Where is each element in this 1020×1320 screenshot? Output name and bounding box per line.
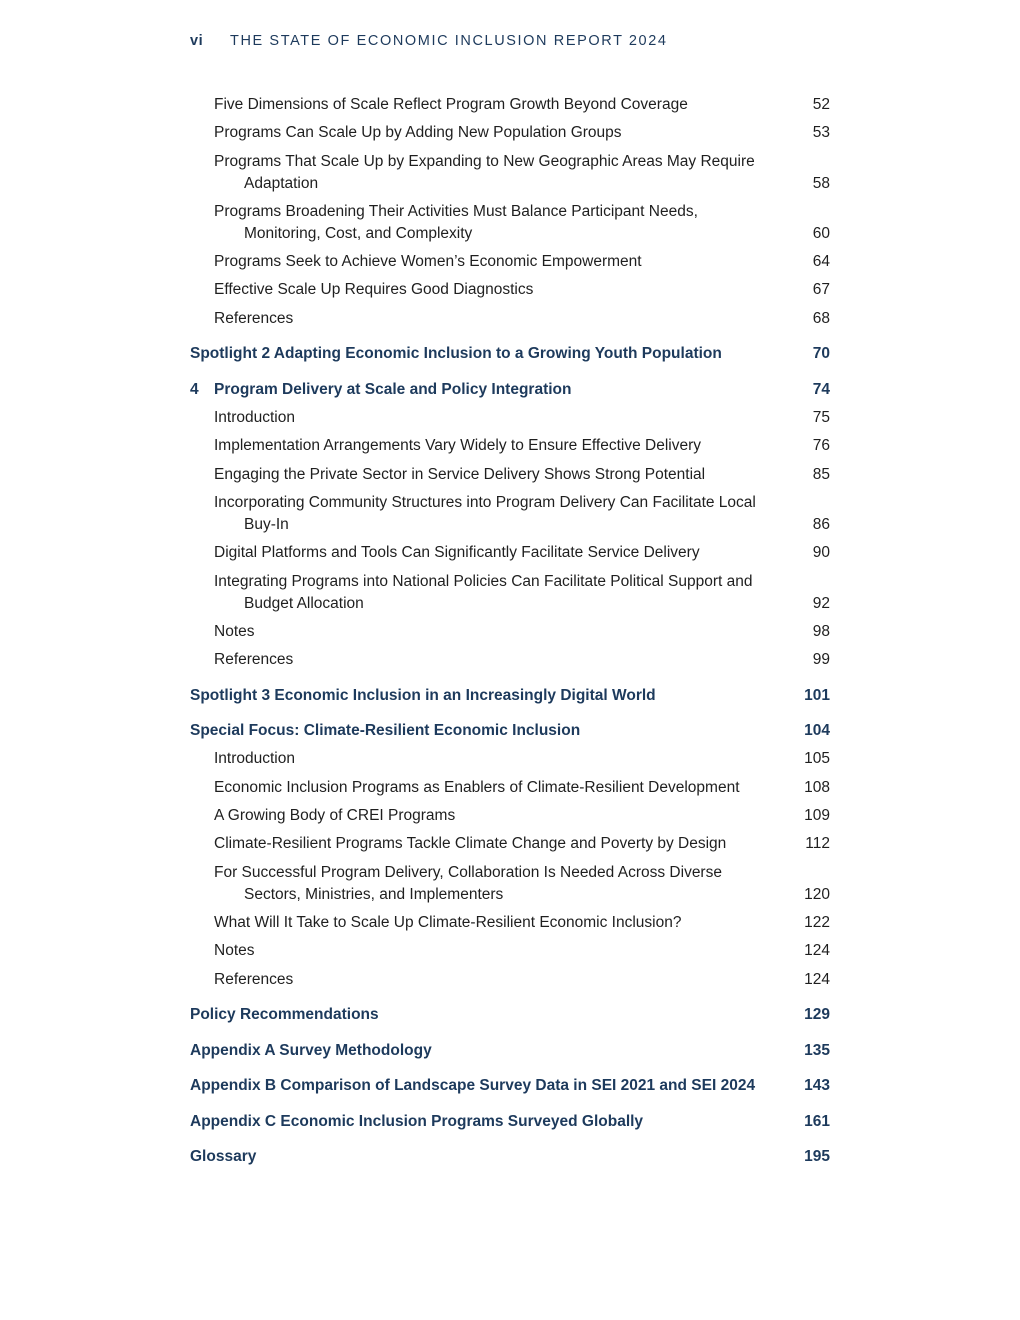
toc-entry-title [214, 969, 760, 991]
toc-subentry[interactable] [190, 912, 830, 934]
toc-entry-title [214, 151, 760, 195]
toc-subentry[interactable] [190, 279, 830, 301]
toc-entry-text: Notes [214, 942, 255, 960]
toc-entry-text: What Will It Take to Scale Up Climate-Resilient Economic Inclusion? [214, 913, 682, 931]
toc-entry-text: Policy Recommendations [190, 1006, 379, 1024]
toc-subentry[interactable] [190, 151, 830, 195]
toc-section-entry[interactable] [190, 379, 830, 401]
toc-page-number: 195 [804, 1148, 830, 1166]
toc-entry-text: Engaging the Private Sector in Service Delivery Shows Strong Potential [214, 465, 706, 483]
toc-page-number: 124 [804, 970, 830, 988]
toc-page-number: 52 [812, 96, 830, 113]
toc-page-number: 108 [804, 778, 830, 796]
toc-entry-title [214, 542, 760, 564]
toc-page-number: 68 [812, 309, 830, 327]
toc-entry-text: Effective Scale Up Requires Good Diagnostics [214, 281, 534, 299]
toc-entry-title [190, 1111, 760, 1133]
toc-section-entry[interactable] [190, 1146, 830, 1168]
toc-section-entry[interactable] [190, 1075, 830, 1097]
toc-entry-title [214, 308, 760, 330]
toc-page-number: 129 [804, 1006, 830, 1024]
toc-entry-title [214, 621, 760, 643]
toc-page-number: 92 [812, 594, 830, 612]
toc-page-number: 105 [804, 750, 830, 768]
toc-entry-title [214, 805, 760, 827]
toc-subentry[interactable] [190, 805, 830, 827]
toc-entry-text: References [214, 970, 294, 988]
toc-entry-title [214, 862, 760, 906]
toc-subentry[interactable] [190, 649, 830, 671]
toc-subentry[interactable] [190, 571, 830, 615]
toc-page-number: 76 [812, 437, 830, 455]
toc-subentry[interactable] [190, 201, 830, 245]
toc-entry-title [214, 435, 760, 457]
toc-page-number: 86 [812, 515, 830, 533]
toc-entry-title [214, 492, 760, 536]
toc-subentry[interactable] [190, 777, 830, 799]
toc-entry-text: Introduction [214, 409, 295, 427]
toc-entry-text: Incorporating Community Structures into Program Delivery Can Facilitate Local Buy-In [214, 493, 756, 533]
toc-page-number: 74 [812, 380, 830, 398]
toc-subentry[interactable] [190, 969, 830, 991]
toc-page-number: 64 [812, 253, 830, 271]
toc-entry-title [214, 279, 760, 301]
toc-page-number: 53 [812, 124, 830, 142]
toc-entry-title [214, 407, 760, 429]
toc-page-number: 120 [804, 885, 830, 903]
toc-entry-text: Special Focus: Climate-Resilient Economic Inclusion [190, 722, 581, 740]
toc-entry-title [214, 649, 760, 671]
toc-section-entry[interactable] [190, 1004, 830, 1026]
toc-entry-text: Digital Platforms and Tools Can Significantly Facilitate Service Delivery [214, 544, 700, 562]
toc-entry-title [214, 777, 760, 799]
toc-entry-text: Spotlight 2 Adapting Economic Inclusion to a Growing Youth Population [190, 345, 722, 363]
toc-entry-text: Appendix B Comparison of Landscape Survey Data in SEI 2021 and SEI 2024 [190, 1077, 756, 1095]
toc-subentry[interactable] [190, 308, 830, 330]
toc-entry-text: References [214, 309, 294, 327]
toc-entry-title [214, 94, 760, 116]
toc-page-number: 124 [804, 942, 830, 960]
toc-entry-title [190, 1004, 760, 1026]
table-of-contents [190, 94, 830, 1174]
toc-section-entry[interactable] [190, 720, 830, 742]
toc-entry-title [214, 251, 760, 273]
toc-page-number: 104 [804, 722, 830, 740]
toc-page-number: 135 [804, 1041, 830, 1059]
toc-subentry[interactable] [190, 940, 830, 962]
toc-entry-text: Programs Can Scale Up by Adding New Population Groups [214, 124, 622, 142]
toc-subentry[interactable] [190, 94, 830, 116]
toc-entry-text: Programs Broadening Their Activities Must Balance Participant Needs, Monitoring, Cost, and Complexity [214, 202, 698, 242]
toc-entry-text: Notes [214, 622, 255, 640]
toc-subentry[interactable] [190, 407, 830, 429]
running-title: THE STATE OF ECONOMIC INCLUSION REPORT 2024 [230, 33, 668, 49]
toc-entry-text: Integrating Programs into National Policies Can Facilitate Political Support and Budget Allocation [214, 572, 753, 612]
toc-entry-title [214, 912, 760, 934]
toc-page-number: 85 [812, 465, 830, 483]
toc-page-number: 75 [812, 409, 830, 427]
toc-subentry[interactable] [190, 621, 830, 643]
toc-subentry[interactable] [190, 492, 830, 536]
toc-entry-text: References [214, 651, 294, 669]
toc-entry-title [190, 685, 760, 707]
toc-entry-title [214, 833, 760, 855]
toc-entry-text: Implementation Arrangements Vary Widely to Ensure Effective Delivery [214, 437, 702, 455]
toc-section-entry[interactable] [190, 685, 830, 707]
toc-entry-title [214, 571, 760, 615]
toc-entry-text: Appendix C Economic Inclusion Programs Surveyed Globally [190, 1112, 644, 1130]
toc-entry-text: Climate-Resilient Programs Tackle Climate Change and Poverty by Design [214, 835, 727, 853]
toc-entry-title [190, 1040, 760, 1062]
toc-entry-text: Introduction [214, 750, 295, 768]
toc-subentry[interactable] [190, 435, 830, 457]
toc-subentry[interactable] [190, 464, 830, 486]
toc-entry-title [190, 379, 760, 401]
toc-page-number: 58 [812, 174, 830, 192]
toc-entry-title [190, 1075, 760, 1097]
toc-subentry[interactable] [190, 542, 830, 564]
toc-page-number: 90 [812, 544, 830, 562]
toc-entry-text: Program Delivery at Scale and Policy Integration [214, 380, 572, 398]
page-folio: vi [190, 33, 204, 49]
toc-entry-text: Programs Seek to Achieve Women’s Economic Empowerment [214, 253, 642, 271]
toc-entry-title [214, 940, 760, 962]
toc-subentry[interactable] [190, 748, 830, 770]
toc-page-number: 60 [812, 224, 830, 242]
toc-page-number: 70 [812, 345, 830, 363]
toc-entry-text: Programs That Scale Up by Expanding to New Geographic Areas May Require Adaptation [214, 152, 755, 192]
toc-page-number: 99 [812, 651, 830, 669]
toc-entry-title [214, 464, 760, 486]
toc-entry-text: Economic Inclusion Programs as Enablers of Climate-Resilient Development [214, 778, 740, 796]
toc-entry-text: Appendix A Survey Methodology [190, 1041, 432, 1059]
toc-entry-text: For Successful Program Delivery, Collaboration Is Needed Across Diverse Sectors, Ministries, and Implementers [214, 863, 722, 903]
toc-subentry[interactable] [190, 122, 830, 144]
toc-subentry[interactable] [190, 862, 830, 906]
toc-section-entry[interactable] [190, 1040, 830, 1062]
toc-entry-title [190, 343, 760, 365]
toc-entry-title [214, 122, 760, 144]
toc-subentry[interactable] [190, 833, 830, 855]
toc-section-entry[interactable] [190, 1111, 830, 1133]
toc-page-number: 161 [804, 1112, 830, 1130]
toc-page-number: 143 [804, 1077, 830, 1095]
toc-entry-title [190, 1146, 760, 1168]
chapter-number: 4 [190, 380, 199, 398]
toc-entry-text: Spotlight 3 Economic Inclusion in an Increasingly Digital World [190, 686, 656, 704]
toc-entry-title [214, 201, 760, 245]
toc-page-number: 122 [804, 913, 830, 931]
toc-page-number: 98 [812, 622, 830, 640]
running-header [190, 33, 668, 49]
toc-page-number: 67 [812, 281, 830, 299]
toc-section-entry[interactable] [190, 343, 830, 365]
toc-entry-title [190, 720, 760, 742]
toc-entry-text: Five Dimensions of Scale Reflect Program Growth Beyond Coverage [214, 96, 688, 113]
toc-entry-text: Glossary [190, 1148, 257, 1166]
toc-page-number: 112 [805, 835, 830, 853]
toc-entry-title [214, 748, 760, 770]
toc-page-number: 109 [804, 807, 830, 825]
toc-page-number: 101 [804, 686, 830, 704]
toc-subentry[interactable] [190, 251, 830, 273]
toc-entry-text: A Growing Body of CREI Programs [214, 807, 456, 825]
